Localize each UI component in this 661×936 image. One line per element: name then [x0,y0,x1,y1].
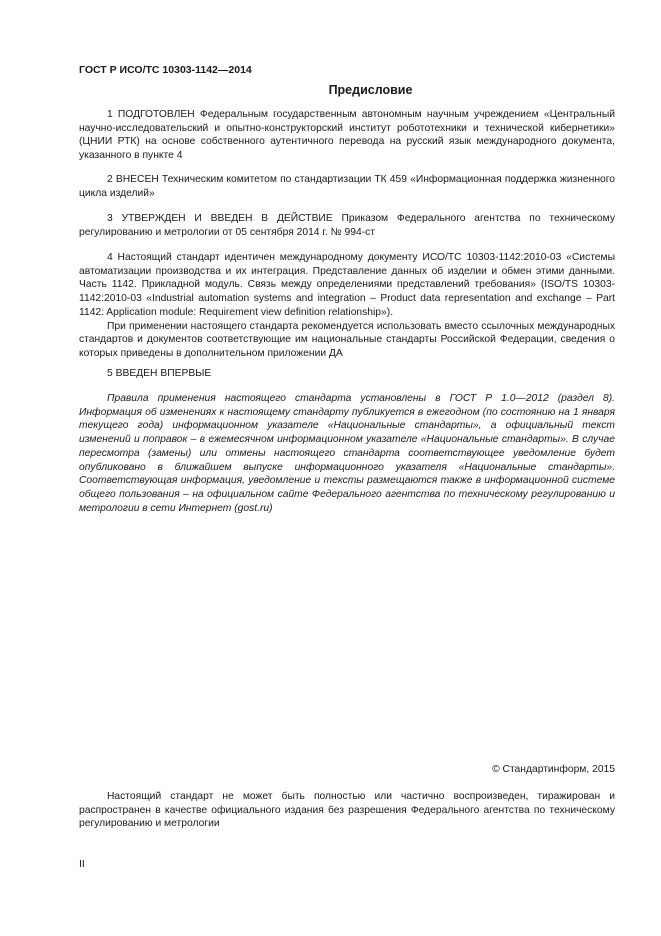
copyright: © Стандартинформ, 2015 [492,764,615,775]
paragraph-recommendation: При применении настоящего стандарта рекомендуется использовать вместо ссылочных международных стандартов и документов соответствующие им национальные стандарты Российской Федерации, сведения о которых приведены в дополнительном приложении ДА [79,320,615,359]
foreword-item-1 [79,108,615,163]
foreword-item-5 [79,367,615,381]
paragraph-submitted: 2 ВНЕСЕН Техническим комитетом по стандартизации ТК 459 «Информационная поддержка жизненного цикла изделий» [79,174,615,199]
page-title: Предисловие [328,83,413,97]
standard-code-header: ГОСТ Р ИСО/ТС 10303-1142—2014 [79,64,252,76]
reproduction-notice: Настоящий стандарт не может быть полностью или частично воспроизведен, тиражирован и распространен в качестве официального издания без разрешения Федерального агентства по техническому регулированию и метрологии [79,791,615,830]
paragraph-application-rules: Правила применения настоящего стандарта установлены в ГОСТ Р 1.0—2012 (раздел 8). Информация об изменениях к настоящему стандарту публикуется в ежегодном (по состоянию на 1 января текущего года) информационном указателе «Национальные стандарты», а официальный текст изменений и поправок – в ежемесячном информационном указателе «Национальные стандарты». В случае пересмотра (замены) или отмены настоящего стандарта соответствующее уведомление будет опубликовано в ближайшем выпуске информационного указателя «Национальные стандарты». Соответствующая информация, уведомление и тексты размещаются также в информационной системе общего пользования – на официальном сайте Федерального агентства по техническому регулированию и метрологии в сети Интернет (gost.ru) [79,393,615,514]
reproduction-notice-block [79,790,615,831]
page-number: II [79,858,85,870]
paragraph-introduced: 5 ВВЕДЕН ВПЕРВЫЕ [107,368,212,379]
foreword-item-2 [79,173,615,200]
rules-block [79,392,615,515]
foreword-item-3 [79,212,615,239]
paragraph-approved: 3 УТВЕРЖДЕН И ВВЕДЕН В ДЕЙСТВИЕ Приказом Федерального агентства по техническому регулированию и метрологии от 05 сентября 2014 г. № 994-ст [79,213,615,238]
paragraph-identical: 4 Настоящий стандарт идентичен международному документу ИСО/ТС 10303-1142:2010-03 «Системы автоматизации производства и их интеграция. Представление данных об изделии и обмен этими данными. Часть 1142. Прикладной модуль. Связь между определениями представлений требования» (ISO/TS 10303-1142:2010-03 «Industrial automation systems and integration – Product data representation and exchange – Part 1142: Application module: Requirement view definition relationship»). [79,252,615,318]
paragraph-prepared: 1 ПОДГОТОВЛЕН Федеральным государственным автономным научным учреждением «Центральный научно-исследовательский и опытно-конструкторский институт робототехники и технической кибернетики» (ЦНИИ РТК) на основе собственного аутентичного перевода на русский язык международного документа, указанного в пункте 4 [79,109,615,162]
foreword-item-4 [79,251,615,361]
